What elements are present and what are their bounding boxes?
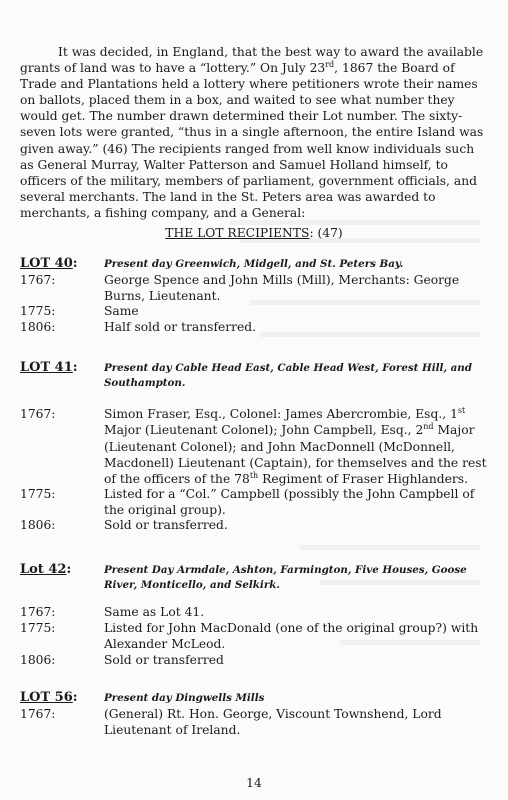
lot-title-text: LOT 56: [20, 690, 73, 705]
lot-40-entry-1775: Same: [104, 304, 139, 318]
section-heading: [0, 226, 508, 240]
lot-title-colon: :: [66, 562, 72, 577]
lot-title-colon: :: [72, 360, 78, 375]
intro-text-part: It was decided, in England, that the best way to award the available grants of land was to have a “lottery.” On July 23: [20, 45, 484, 76]
intro-text-part: , 1867 the Board of Trade and Plantations held a lottery where petitioners wrote their names on ballots, placed them in a box, and waited to see what number they would get. The number drawn determined their Lot number. The sixty-seven lots were granted, “thus in a single afternoon, the entire Island was given away.” (46) The recipients ranged from well know individuals such as General Murray, Walter Patterson and Samuel Holland himself, to officers of the military, members of parliament, government officials, and several merchants. The land in the St. Peters area was awarded to merchants, a fishing company, and a General:: [20, 61, 484, 220]
lot-41-title: [20, 360, 78, 375]
lot-56-location: Present day Dingwells Mills: [104, 692, 265, 704]
lot-42-entry-1775: Listed for John MacDonald (one of the original group?) with Alexander McLeod.: [104, 621, 479, 652]
lot-title-colon: :: [72, 690, 78, 705]
entry-text-part: Simon Fraser, Esq., Colonel: James Abercrombie, Esq., 1: [104, 407, 458, 421]
lot-41-location: Present day Cable Head East, Cable Head West, Forest Hill, and Southampton.: [104, 362, 472, 389]
lot-title-text: Lot 42: [20, 562, 67, 577]
lot-42-entry-1806: Sold or transferred: [104, 653, 224, 667]
lot-40-entry-1806: Half sold or transferred.: [104, 320, 257, 334]
lot-40-entry-1767: George Spence and John Mills (Mill), Merchants: George Burns, Lieutenant.: [104, 273, 460, 304]
intro-paragraph: [20, 44, 488, 221]
lot-42-title: [20, 562, 71, 577]
lot-41-year-1767: 1767:: [20, 407, 56, 421]
lot-41-year-1775: 1775:: [20, 487, 56, 501]
lot-41-entry-1806: Sold or transferred.: [104, 518, 228, 532]
lot-42-year-1767: 1767:: [20, 605, 56, 619]
lot-title-text: LOT 40: [20, 256, 73, 271]
lot-56-title: [20, 690, 78, 705]
page-number: 14: [246, 776, 262, 790]
lot-56-entry-1767: (General) Rt. Hon. George, Viscount Townshend, Lord Lieutenant of Ireland.: [104, 707, 442, 738]
lot-41-entry-1767: [104, 406, 489, 487]
lot-42-entry-1767: Same as Lot 41.: [104, 605, 205, 619]
lot-40-year-1806: 1806:: [20, 320, 56, 334]
lot-40-year-1775: 1775:: [20, 304, 56, 318]
entry-superscript: st: [457, 405, 466, 415]
lot-56-year-1767: 1767:: [20, 707, 56, 721]
entry-superscript: nd: [423, 422, 434, 432]
intro-superscript: rd: [325, 60, 335, 69]
lot-40-location: Present day Greenwich, Midgell, and St. Peters Bay.: [104, 258, 404, 270]
lot-40-title: [20, 256, 78, 271]
entry-text-part: Regiment of Fraser Highlanders.: [258, 472, 469, 487]
lot-42-year-1775: 1775:: [20, 621, 56, 635]
lot-42-location: Present Day Armdale, Ashton, Farmington, Five Houses, Goose River, Monticello, and Selkirk.: [104, 564, 467, 591]
lot-40-year-1767: 1767:: [20, 273, 56, 287]
lot-title-text: LOT 41: [20, 360, 73, 375]
heading-title: THE LOT RECIPIENTS: [165, 226, 310, 240]
lot-42-year-1806: 1806:: [20, 653, 56, 667]
heading-reference: : (47): [309, 226, 343, 240]
lot-41-entry-1775: Listed for a “Col.” Campbell (possibly the John Campbell of the original group).: [104, 487, 475, 518]
lot-title-colon: :: [72, 256, 78, 271]
entry-text-part: Major (Lieutenant Colonel); John Campbell, Esq., 2: [104, 423, 424, 438]
entry-superscript: th: [249, 471, 259, 481]
lot-41-year-1806: 1806:: [20, 518, 56, 532]
entry-text-part: Major (Lieutenant Colonel); and John MacDonnell (McDonnell, Macdonell) Lieutenant (Captain), for themselves and the rest of the officers of the 78: [104, 423, 487, 487]
